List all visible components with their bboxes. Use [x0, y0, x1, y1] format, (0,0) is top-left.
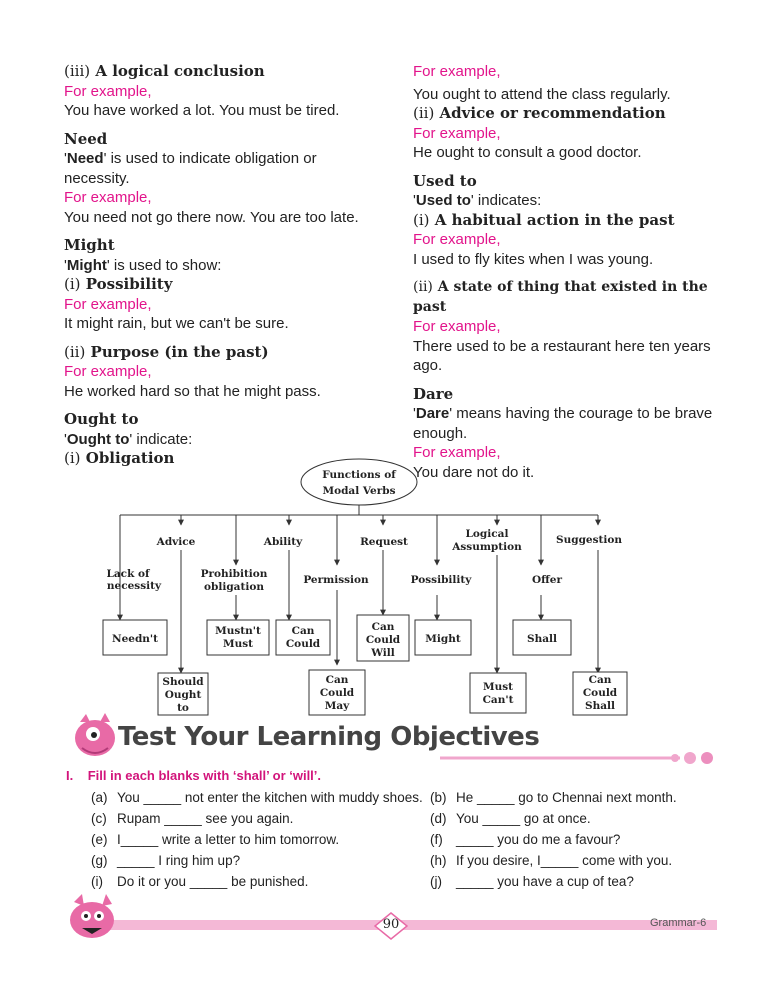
exercise-item-label: (d) — [430, 811, 447, 826]
exercise-item-text: _____ I ring him up? — [117, 853, 241, 868]
svg-text:Can: Can — [325, 674, 349, 686]
ought-definition: 'Ought to' indicate: — [64, 430, 193, 448]
example-label: For example, — [413, 124, 501, 142]
label-prohibition: Prohibition — [200, 568, 268, 580]
label-permission: Permission — [303, 574, 369, 586]
svg-text:Can't: Can't — [482, 694, 514, 706]
exercise-item — [91, 853, 240, 868]
exercise-item — [91, 811, 293, 826]
label-advice: Advice — [156, 536, 196, 548]
example-sentence-cont: ago. — [413, 357, 443, 374]
svg-text:Will: Will — [371, 647, 395, 659]
svg-text:Might: Might — [425, 633, 461, 645]
exercise-item-text: If you desire, I_____ come with you. — [456, 853, 673, 868]
exercise-item-text: You _____ go at once. — [456, 811, 591, 826]
banner-title: Test Your Learning Objectives — [118, 722, 540, 752]
right-column — [413, 62, 733, 482]
exercise-item — [430, 853, 672, 868]
exercise-item — [91, 874, 308, 889]
exercise-item — [91, 790, 423, 805]
box-must-cant — [470, 673, 526, 713]
section-heading-need: Need — [64, 129, 108, 148]
svg-text:Can: Can — [588, 674, 612, 686]
exercise-item-text: You _____ not enter the kitchen with muddy shoes. — [117, 790, 423, 805]
label-possibility: Possibility — [410, 574, 472, 586]
book-title: Grammar-6 — [650, 917, 707, 929]
example-label: For example, — [64, 82, 152, 100]
svg-text:Needn't: Needn't — [112, 633, 158, 645]
exercise-item — [430, 874, 634, 889]
example-label: For example, — [413, 63, 501, 80]
example-sentence: He ought to consult a good doctor. — [413, 144, 642, 161]
label-logical: Logical — [465, 528, 509, 540]
monster-mascot-icon — [75, 713, 115, 756]
example-label: For example, — [413, 444, 501, 461]
dare-definition: 'Dare' means having the courage to be brave — [413, 405, 713, 422]
svg-text:Could: Could — [285, 638, 321, 650]
example-label: For example, — [64, 295, 152, 313]
svg-text:Can: Can — [371, 621, 395, 633]
example-label: For example, — [413, 231, 501, 248]
example-label: For example, — [64, 363, 152, 380]
label-request: Request — [360, 536, 408, 548]
example-sentence: You ought to attend the class regularly. — [413, 85, 671, 103]
root-label: Functions of — [322, 469, 396, 481]
need-definition: 'Need' is used to indicate obligation or — [64, 150, 317, 167]
svg-text:Ought: Ought — [164, 689, 202, 701]
need-definition-cont: necessity. — [64, 169, 130, 187]
exercise-item-label: (i) — [91, 874, 103, 889]
example-sentence: There used to be a restaurant here ten years — [413, 337, 711, 355]
label-lack: Lack of — [106, 568, 150, 580]
exercise-item-text: Rupam _____ see you again. — [117, 811, 294, 826]
label-lack: necessity — [106, 580, 162, 592]
page-number: 90 — [382, 917, 400, 932]
footer-mascot-icon — [62, 892, 122, 942]
exercise-item-text: _____ you have a cup of tea? — [456, 874, 634, 889]
svg-text:Could: Could — [319, 687, 355, 699]
ought-advice-heading: (ii) Advice or recommendation — [413, 104, 666, 122]
root-label: Modal Verbs — [322, 485, 396, 497]
exercise-item-label: (c) — [91, 811, 107, 826]
exercise-item — [430, 832, 620, 847]
exercise-item-label: (a) — [91, 790, 108, 805]
exercise-item — [430, 790, 677, 805]
exercise-item-label: (b) — [430, 790, 447, 805]
svg-text:Shall: Shall — [527, 633, 557, 645]
example-label: For example, — [413, 318, 501, 335]
used-state-heading: (ii) A state of thing that existed in the past — [413, 279, 708, 315]
section-heading-might: Might — [64, 236, 115, 254]
exercise-item-text: I_____ write a letter to him tomorrow. — [117, 832, 340, 847]
left-column — [64, 62, 364, 469]
exercise-item-label: (j) — [430, 874, 442, 889]
svg-text:Could: Could — [365, 634, 401, 646]
exercise-item — [91, 832, 339, 847]
exercise-item-label: (e) — [91, 832, 108, 847]
svg-text:Shall: Shall — [585, 700, 615, 712]
svg-text:May: May — [324, 700, 350, 712]
example-sentence: I used to fly kites when I was young. — [413, 250, 654, 268]
exercise-heading: I. Fill in each blanks with ‘shall’ or ‘will’. — [66, 768, 322, 783]
example-sentence: It might rain, but we can't be sure. — [64, 315, 289, 332]
example-label: For example, — [64, 189, 152, 206]
exercise-item-label: (h) — [430, 853, 447, 868]
verb-boxes — [103, 615, 627, 715]
example-sentence: He worked hard so that he might pass. — [64, 382, 321, 400]
example-sentence: You have worked a lot. You must be tired. — [64, 102, 340, 119]
modal-verbs-diagram — [0, 455, 783, 720]
logical-conclusion-heading: (iii) A logical conclusion — [64, 62, 265, 80]
label-prohibition: obligation — [204, 581, 264, 593]
root-ellipse — [301, 459, 417, 505]
svg-text:Must: Must — [482, 681, 514, 693]
svg-text:Could: Could — [582, 687, 618, 699]
used-habitual-heading: (i) A habitual action in the past — [413, 210, 675, 229]
might-definition: 'Might' is used to show: — [64, 256, 222, 274]
section-heading-ought-to: Ought to — [64, 410, 139, 428]
label-offer: Offer — [532, 574, 562, 586]
ought-obligation-heading: (i) Obligation — [64, 449, 175, 467]
exercise-item-label: (f) — [430, 832, 443, 847]
dare-definition-cont: enough. — [413, 424, 468, 442]
might-purpose-heading: (ii) Purpose (in the past) — [64, 342, 269, 361]
svg-text:Must: Must — [222, 638, 254, 650]
svg-text:Mustn't: Mustn't — [215, 625, 261, 637]
label-ability: Ability — [263, 536, 303, 548]
label-suggestion: Suggestion — [556, 534, 622, 546]
svg-text:Can: Can — [291, 625, 315, 637]
example-sentence: You dare not do it. — [413, 463, 535, 481]
exercise-item-text: _____ you do me a favour? — [456, 832, 621, 847]
used-to-definition: 'Used to' indicates: — [413, 192, 542, 209]
example-sentence: You need not go there now. You are too late. — [64, 208, 359, 226]
category-labels — [106, 528, 622, 593]
exercise-item-label: (g) — [91, 853, 108, 868]
might-possibility-heading: (i) Possibility — [64, 275, 173, 293]
section-heading-used-to: Used to — [413, 171, 477, 190]
svg-text:Should: Should — [162, 676, 204, 688]
exercise-item-text: Do it or you _____ be punished. — [117, 874, 309, 889]
label-logical: Assumption — [452, 541, 522, 553]
svg-text:to: to — [177, 702, 189, 714]
exercise-item-text: He _____ go to Chennai next month. — [456, 790, 677, 805]
section-heading-dare: Dare — [413, 384, 454, 403]
exercise-item — [430, 811, 591, 826]
